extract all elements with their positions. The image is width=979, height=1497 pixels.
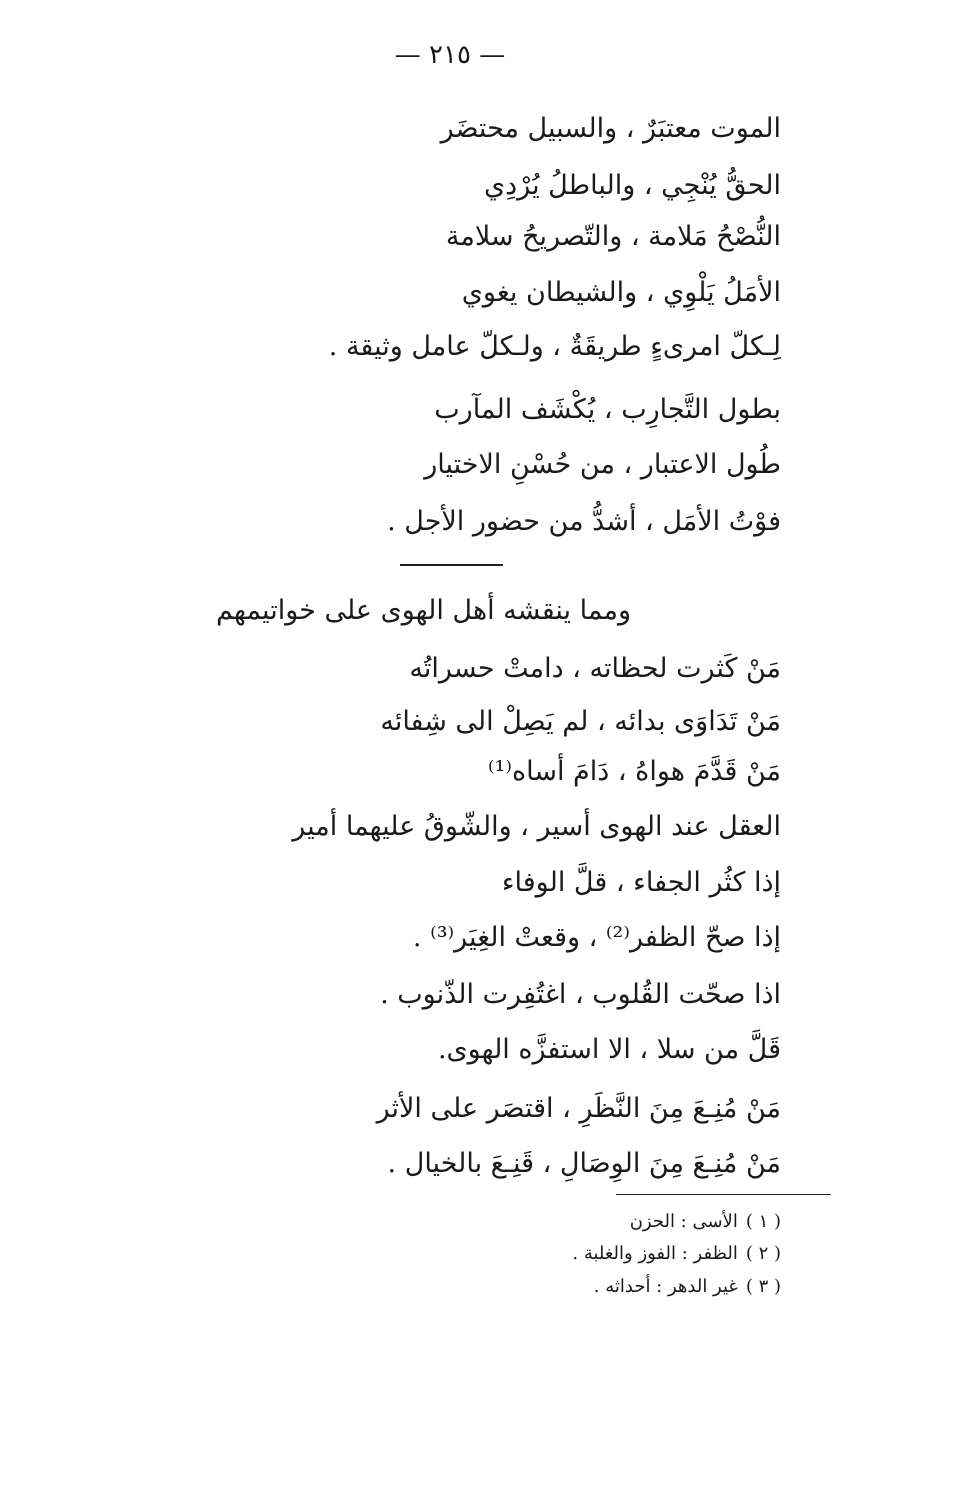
inscription-line: اذا صحّت القُلوب ، اغتُفِرت الذّنوب . bbox=[380, 979, 781, 1010]
footnote bbox=[630, 1210, 781, 1234]
footnote-text: غير الدهر : أحداثه . bbox=[593, 1276, 738, 1297]
inscription-line: إذا صحّ الظفر⁽²⁾ ، وقعتْ الغِيَر⁽³⁾ . bbox=[412, 922, 781, 953]
inscription-line: قَلَّ من سلا ، الا استفزَّه الهوى. bbox=[437, 1034, 781, 1065]
footnote-number: ( ٣ ) bbox=[745, 1276, 781, 1297]
inscription-line: مَنْ كَثرت لحظاته ، دامتْ حسراتُه bbox=[409, 653, 781, 684]
proverb-line: لِـكلّ امرىءٍ طريقَةٌ ، ولـكلّ عامل وثيقة . bbox=[328, 331, 781, 362]
footnote bbox=[594, 1275, 781, 1299]
proverb-line: الموت معتبَرٌ ، والسبيل محتضَر bbox=[440, 113, 781, 144]
proverb-line: الحقُّ يُنْجِي ، والباطلُ يُرْدِي bbox=[484, 170, 781, 201]
proverb-line: الأمَلُ يَلْوِي ، والشيطان يغوي bbox=[461, 277, 781, 308]
inscription-line: إذا كثُر الجفاء ، قلَّ الوفاء bbox=[501, 867, 781, 898]
proverb-line: بطول التَّجارِب ، يُكْشَف المآرب bbox=[434, 394, 781, 425]
proverb-line: النُّصْحُ مَلامة ، والتّصريحُ سلامة bbox=[445, 221, 781, 252]
section-divider bbox=[400, 564, 503, 566]
footnote-rule bbox=[616, 1194, 831, 1195]
footnote-number: ( ١ ) bbox=[745, 1211, 781, 1232]
proverb-line: فوْتُ الأمَل ، أشدُّ من حضور الأجل . bbox=[387, 506, 781, 537]
inscription-line: مَنْ مُنِـعَ مِنَ النَّظَرِ ، اقتصَر على الأثر bbox=[376, 1093, 781, 1124]
footnote-text: الأسى : الحزن bbox=[629, 1211, 738, 1232]
inscription-line: مَنْ مُنِـعَ مِنَ الوِصَالِ ، قَنِـعَ بالخيال . bbox=[387, 1148, 781, 1179]
inscription-line: مَنْ تَدَاوَى بدائه ، لم يَصِلْ الى شِفائه bbox=[380, 706, 781, 737]
proverb-line: طُول الاعتبار ، من حُسْنِ الاختيار bbox=[424, 449, 781, 480]
page-number: — ٢١٥ — bbox=[394, 40, 506, 70]
footnote-number: ( ٢ ) bbox=[745, 1243, 781, 1264]
section-intro: ومما ينقشه أهل الهوى على خواتيمهم bbox=[216, 595, 631, 626]
footnote bbox=[572, 1242, 781, 1266]
footnote-text: الظفر : الفوز والغلبة . bbox=[572, 1243, 738, 1264]
inscription-line: العقل عند الهوى أسير ، والشّوقُ عليهما أمير bbox=[292, 811, 781, 842]
inscription-line: مَنْ قَدَّمَ هواهُ ، دَامَ أساه⁽¹⁾ bbox=[487, 756, 781, 787]
